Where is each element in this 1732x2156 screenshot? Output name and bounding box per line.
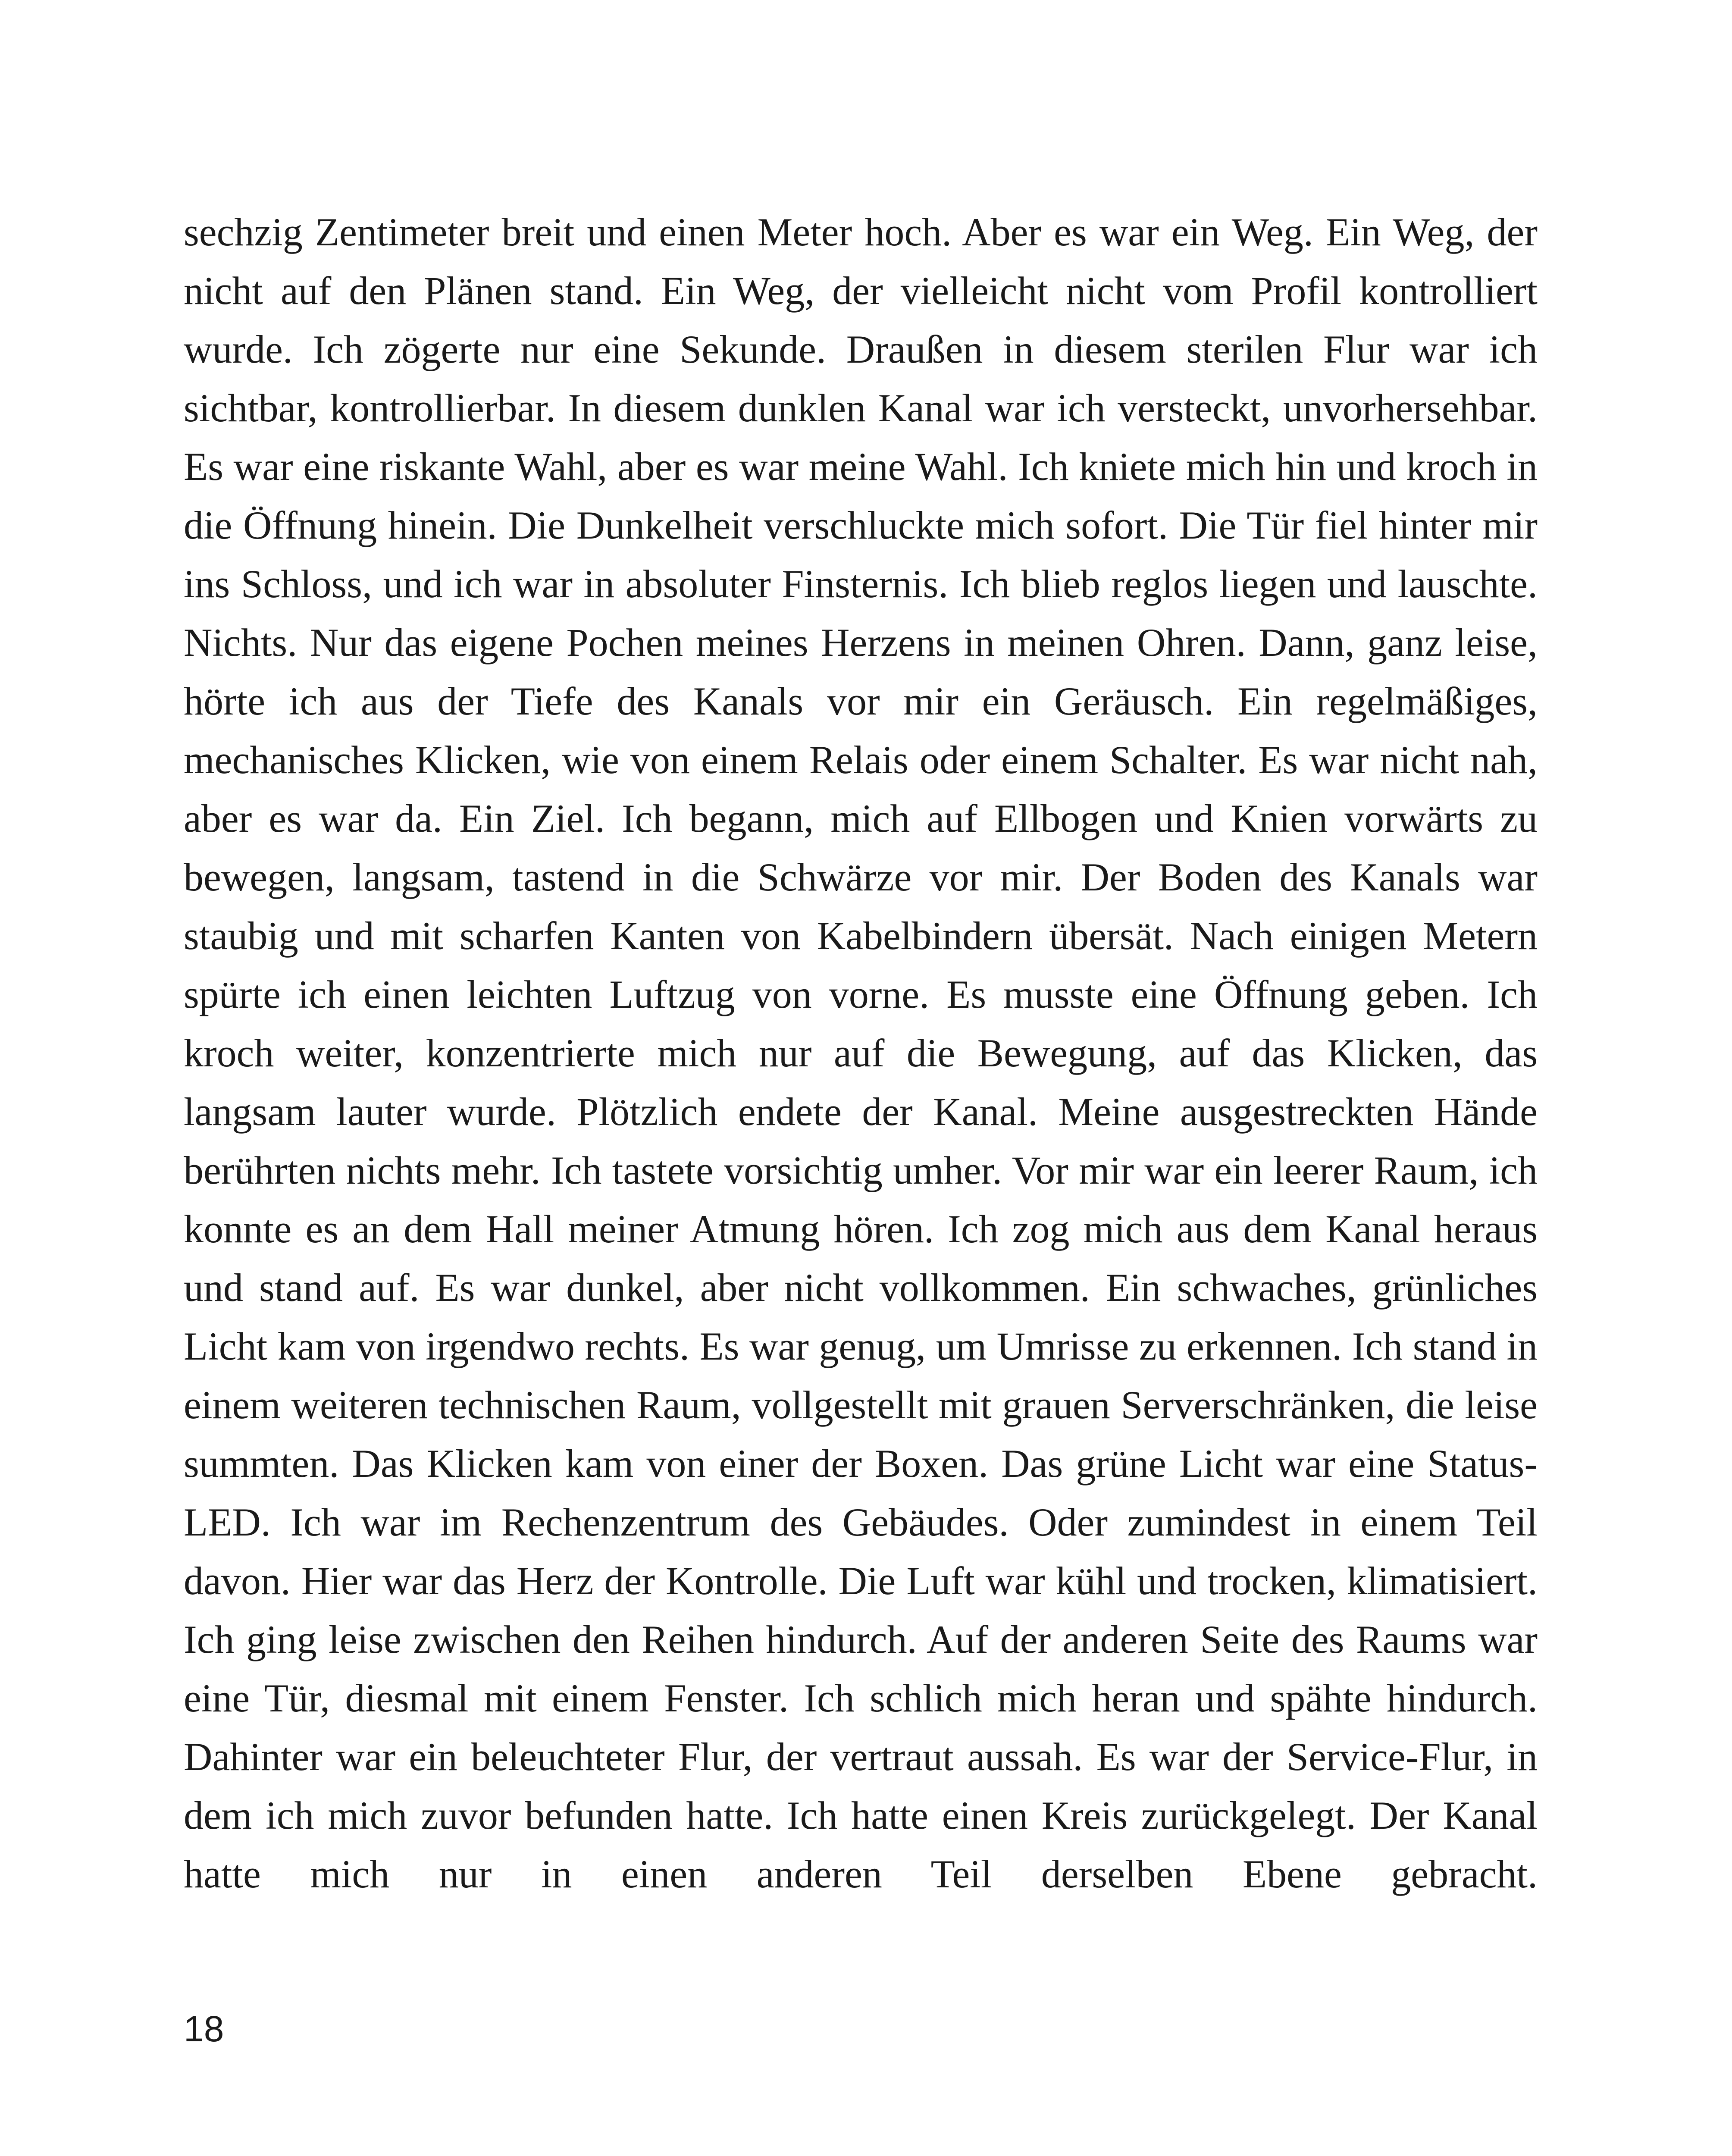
page-number: 18 — [184, 2009, 224, 2049]
body-paragraph: sechzig Zentimeter breit und einen Meter hoch. Aber es war ein Weg. Ein Weg, der nicht auf den Plänen stand. Ein Weg, der vielleicht nicht vom Profil kontrolliert wurde. Ich zögerte nur eine Sekunde. Draußen in diesem sterilen Flur war ich sichtbar, kontrollierbar. In diesem dunklen Kanal war ich versteckt, unvorhersehbar. Es war eine riskante Wahl, aber es war meine Wahl. Ich kniete mich hin und kroch in die Öffnung hinein. Die Dunkelheit verschluckte mich sofort. Die Tür fiel hinter mir ins Schloss, und ich war in absoluter Finsternis. Ich blieb reglos liegen und lauschte. Nichts. Nur das eigene Pochen meines Herzens in meinen Ohren. Dann, ganz leise, hörte ich aus der Tiefe des Kanals vor mir ein Geräusch. Ein regelmäßiges, mechanisches Klicken, wie von einem Relais oder einem Schalter. Es war nicht nah, aber es war da. Ein Ziel. Ich begann, mich auf Ellbogen und Knien vorwärts zu bewegen, langsam, tastend in die Schwärze vor mir. Der Boden des Kanals war staubig und mit scharfen Kanten von Kabelbindern übersät. Nach einigen Metern spürte ich einen leichten Luftzug von vorne. Es musste eine Öffnung geben. Ich kroch weiter, konzentrierte mich nur auf die Bewegung, auf das Klicken, das langsam lauter wurde. Plötzlich endete der Kanal. Meine ausgestreckten Hände berührten nichts mehr. Ich tastete vorsichtig umher. Vor mir war ein leerer Raum, ich konnte es an dem Hall meiner Atmung hören. Ich zog mich aus dem Kanal heraus und stand auf. Es war dunkel, aber nicht vollkommen. Ein schwaches, grünliches Licht kam von irgendwo rechts. Es war genug, um Umrisse zu erkennen. Ich stand in einem weiteren technischen Raum, vollgestellt mit grauen Serverschränken, die leise summten. Das Klicken kam von einer der Boxen. Das grüne Licht war eine Status-LED. Ich war im Rechenzentrum des Gebäudes. Oder zumindest in einem Teil davon. Hier war das Herz der Kontrolle. Die Luft war kühl und trocken, klimatisiert. Ich ging leise zwischen den Reihen hindurch. Auf der anderen Seite des Raums war eine Tür, diesmal mit einem Fenster. Ich schlich mich heran und spähte hindurch. Dahinter war ein beleuchteter Flur, der vertraut aussah. Es war der Service-Flur, in dem ich mich zuvor befunden hatte. Ich hatte einen Kreis zurückgelegt. Der Kanal hatte mich nur in einen anderen Teil derselben Ebene gebracht. — [184, 210, 1538, 1896]
